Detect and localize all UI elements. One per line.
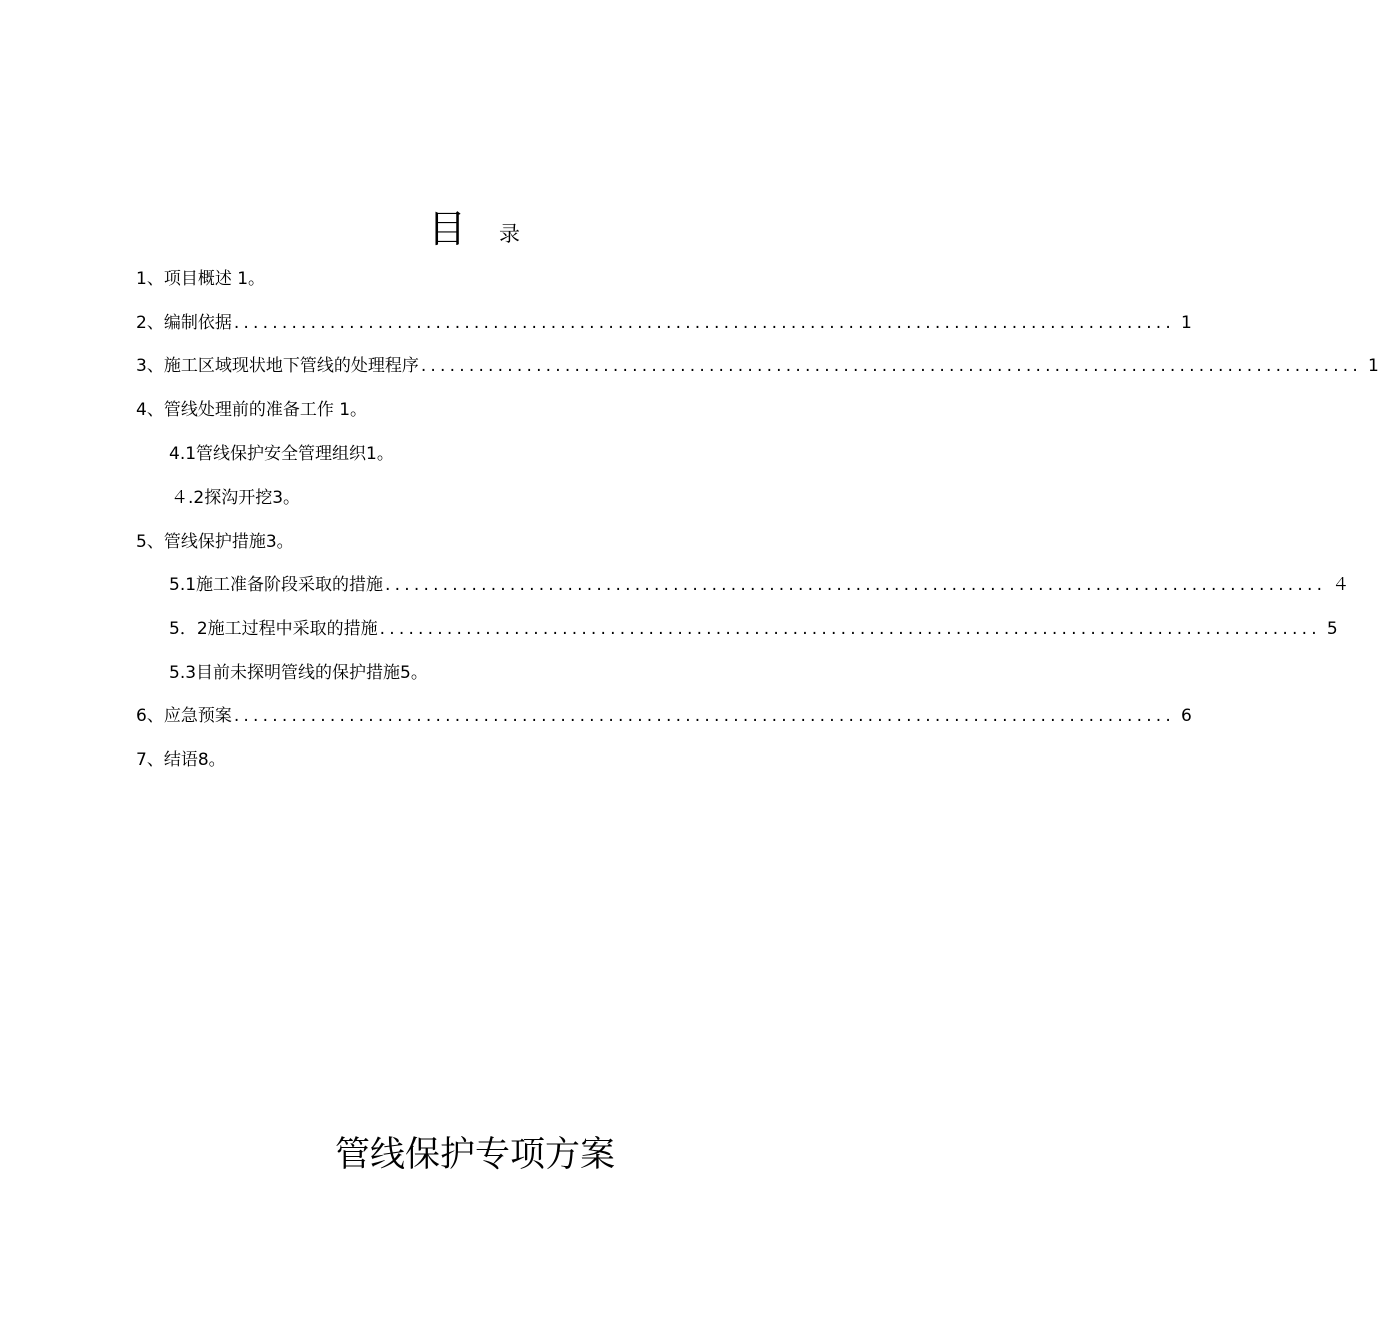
toc-heading-main: 目 [428, 207, 467, 251]
toc-entry-page: 6 [1181, 706, 1192, 726]
toc-entry-4[interactable] [136, 397, 436, 423]
toc-entry-5-3[interactable] [169, 660, 489, 686]
toc-entry-label: 5.1施工准备阶段采取的措施 [169, 575, 384, 595]
toc-entry-label: 7、结语8。 [136, 750, 226, 770]
toc-entry-1[interactable] [136, 266, 436, 292]
toc-entry-label: 6、应急预案 [136, 706, 232, 726]
document-title: 管线保护专项方案 [334, 1135, 615, 1175]
toc-entry-5-1[interactable] [169, 572, 1350, 598]
dot-leader: .................................................................................................. [233, 706, 1176, 726]
dot-leader: .................................................................................................. [385, 575, 1327, 595]
toc-entry-3[interactable] [136, 353, 1379, 379]
toc-entry-label: ４.2探沟开挖3。 [171, 488, 301, 508]
toc-heading-second: 录 [499, 222, 520, 246]
toc-entry-4-2[interactable] [171, 485, 471, 511]
toc-heading [0, 204, 950, 254]
toc-entry-label: 5．2施工过程中采取的措施 [169, 619, 378, 639]
toc-entry-2[interactable] [136, 310, 1192, 336]
toc-entry-7[interactable] [136, 747, 436, 773]
toc-entry-label: 2、编制依据 [136, 313, 232, 333]
toc-entry-6[interactable] [136, 703, 1192, 729]
toc-entry-page: ４ [1332, 575, 1350, 595]
toc-entry-4-1[interactable] [169, 441, 469, 467]
toc-entry-label: 1、项目概述 1。 [136, 269, 266, 289]
toc-entry-5-2[interactable] [169, 616, 1338, 642]
toc-entry-5[interactable] [136, 529, 436, 555]
dot-leader: .................................................................................................. [379, 619, 1321, 639]
toc-entry-label: 3、施工区域现状地下管线的处理程序 [136, 356, 419, 376]
toc-entry-label: 4、管线处理前的准备工作 1。 [136, 400, 368, 420]
toc-entry-page: 5 [1326, 619, 1338, 639]
toc-entry-page: 1 [1181, 313, 1192, 333]
toc-entry-page: 1 [1368, 356, 1379, 376]
dot-leader: .................................................................................................. [233, 313, 1176, 333]
toc-entry-label: 5、管线保护措施3。 [136, 532, 294, 552]
toc-entry-label: 5.3目前未探明管线的保护措施5。 [169, 663, 428, 683]
dot-leader: .................................................................................................. [420, 356, 1363, 376]
toc-entry-label: 4.1管线保护安全管理组织1。 [169, 444, 394, 464]
